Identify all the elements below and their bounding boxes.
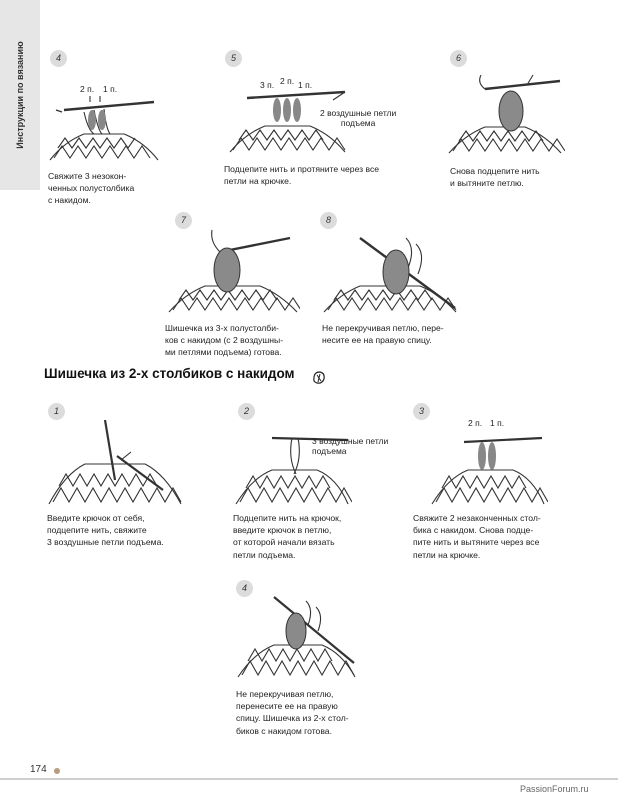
step-caption: Снова подцепите нить и вытяните петлю. [450, 166, 540, 189]
step-number-badge: 5 [225, 50, 242, 67]
stitch-label: 2 п. [468, 418, 483, 428]
step-caption: Не перекручивая петлю, перенесите ее на правую спицу. Шишечка из 2-х стол- биков с накидом готова. [236, 689, 349, 736]
stitch-label: 1 п. [490, 418, 505, 428]
step-number-badge: 2 [238, 403, 255, 420]
step-caption: Подцепите нить на крючок, введите крючок в петлю, от которой начали вязать петли подъема. [233, 513, 342, 560]
step-number-badge: 4 [236, 580, 253, 597]
knitting-illustration [234, 595, 359, 685]
step-number-badge: 4 [50, 50, 67, 67]
step-caption: Подцепите нить и протяните через все петли на крючке. [224, 164, 380, 187]
section-title: Шишечка из 2-х столбиков с накидом [44, 366, 295, 381]
knitting-illustration [428, 418, 548, 508]
stitch-label: 3 п. [260, 80, 275, 90]
step-caption: Введите крючок от себя, подцепите нить, свяжите 3 воздушные петли подъема. [47, 513, 164, 548]
footer-divider [0, 778, 618, 780]
step-number-badge: 3 [413, 403, 430, 420]
step-caption: Свяжите 3 незокон- ченных полустолбика с накидом. [48, 171, 135, 206]
step-caption: Не перекручивая петлю, пере- несите ее на правую спицу. [322, 323, 444, 346]
knitting-illustration [320, 228, 460, 318]
stitch-label: 3 воздушные петли подъема [312, 436, 389, 456]
knitting-illustration [45, 420, 185, 510]
step-number-badge: 7 [175, 212, 192, 229]
step-number-badge: 1 [48, 403, 65, 420]
bobble-icon [311, 370, 327, 386]
stitch-label: 1 п. [103, 84, 118, 94]
stitch-label: 2 п. [280, 76, 295, 86]
page-dot [54, 768, 60, 774]
step-caption: Шишечка из 3-х полустолби- ков с накидом (с 2 воздушны- ми петлями подъема) готова. [165, 323, 284, 358]
step-number-badge: 8 [320, 212, 337, 229]
stitch-label: 2 п. [80, 84, 95, 94]
knitting-illustration [165, 228, 300, 318]
watermark: PassionForum.ru [520, 784, 589, 794]
sidebar-title: Инструкции по вязанию [15, 41, 25, 149]
stitch-label: 1 п. [298, 80, 313, 90]
step-caption: Свяжите 2 незаконченных стол- бика с накидом. Снова подце- пите нить и вытяните через все петли на крючке. [413, 513, 541, 560]
knitting-illustration [232, 418, 352, 508]
sidebar-tab [0, 0, 40, 190]
knitting-illustration [445, 65, 565, 160]
step-number-badge: 6 [450, 50, 467, 67]
stitch-label: 2 воздушные петли подъема [320, 108, 397, 128]
page-number: 174 [30, 764, 47, 775]
